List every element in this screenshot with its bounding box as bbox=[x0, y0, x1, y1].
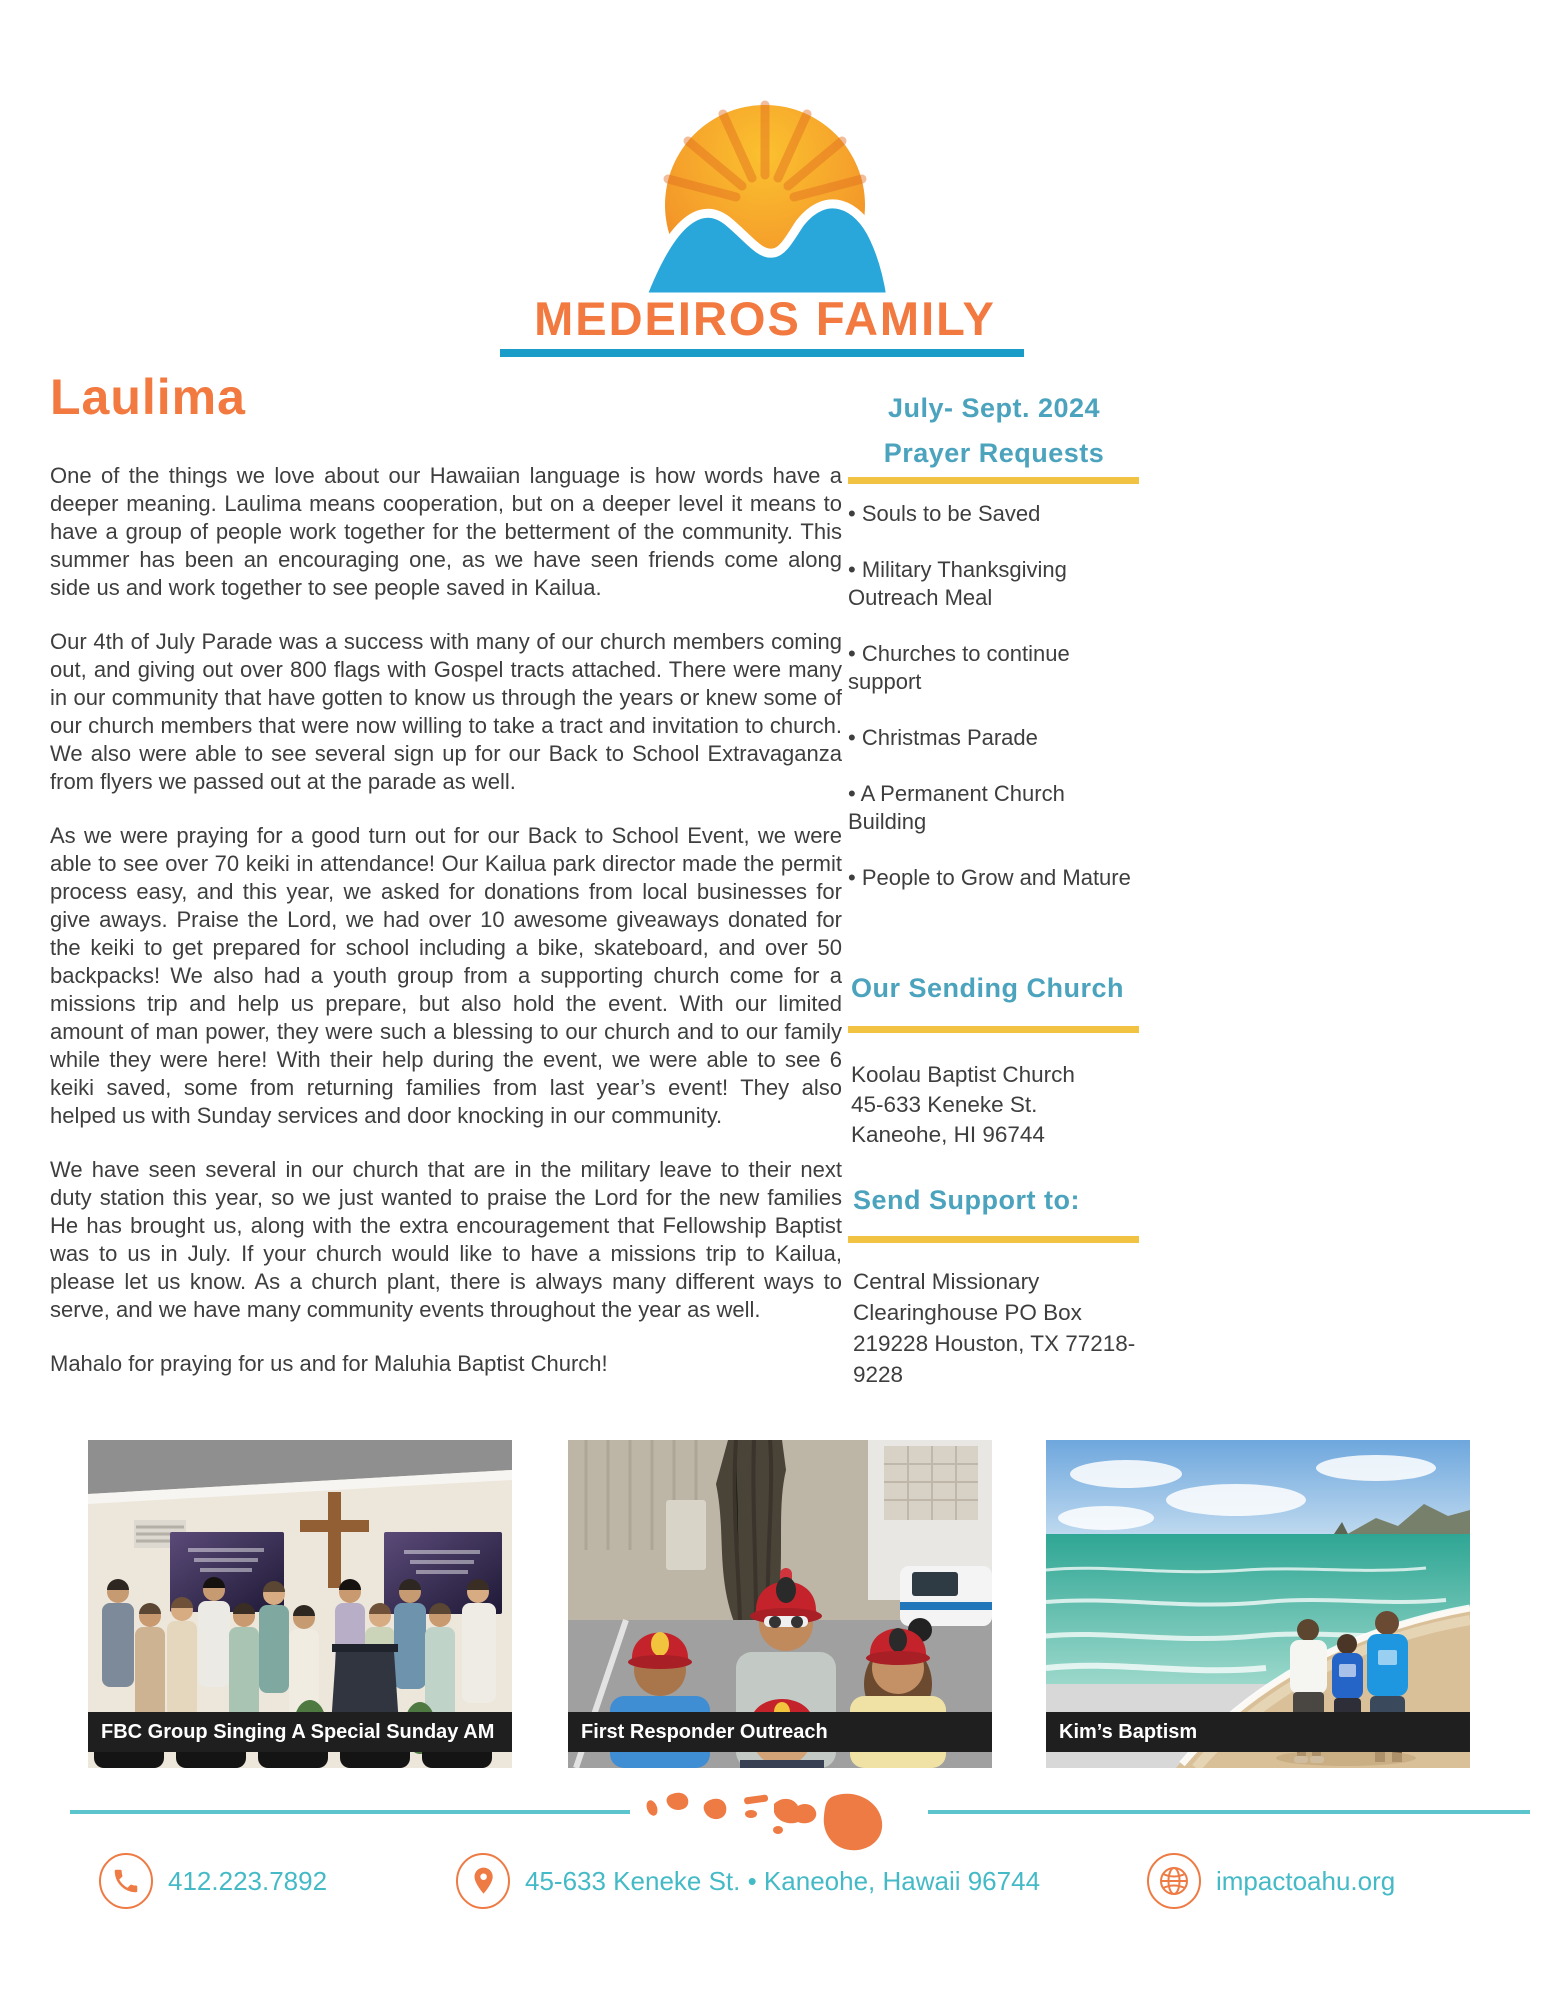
prayer-request-list bbox=[848, 500, 1140, 920]
article-paragraph: As we were praying for a good turn out for our Back to School Event, we were able to see over 70 keiki in attendance! Our Kailua park director made the permit process easy, and this year, we asked for donations from local businesses for give aways. Praise the Lord, we had over 10 awesome giveaways donated for the keiki to get prepared for school including a bike, skateboard, and over 50 backpacks! We also had a youth group from a supporting church come for a missions trip and help us prepare, but also hold the event. With our limited amount of man power, they were such a blessing to our church and to our family while they were here! With their help during the event, we were able to see 6 keiki saved, some from returning families from last year’s event! They also helped us with Sunday services and door knocking in our community. bbox=[50, 823, 842, 1128]
phone-icon bbox=[98, 1852, 154, 1910]
photo-first-responder bbox=[568, 1440, 992, 1768]
sending-church-city: Kaneohe, HI 96744 bbox=[851, 1122, 1045, 1147]
prayer-item: • Military Thanksgiving Outreach Meal bbox=[848, 557, 1067, 610]
location-pin-icon bbox=[455, 1852, 511, 1910]
sending-church-title: Our Sending Church bbox=[851, 973, 1125, 1003]
sending-church-name: Koolau Baptist Church bbox=[851, 1062, 1075, 1087]
article-paragraph: We have seen several in our church that are in the military leave to their next duty station this year, so we just wanted to praise the Lord for the new families He has brought us, along with the extra encouragement that Fellowship Baptist was to us in July. If your church would like to have a missions trip to Kailua, please let us know. As a church plant, there is always many different ways to serve, and we have many community events throughout the year as well. bbox=[50, 1157, 842, 1322]
photo-kims-baptism bbox=[1046, 1440, 1470, 1768]
footer-address bbox=[455, 1852, 1040, 1910]
article-body bbox=[50, 462, 842, 1378]
send-support-underline bbox=[848, 1236, 1139, 1243]
article-closing: Mahalo for praying for us and for Maluhia Baptist Church! bbox=[50, 1351, 608, 1376]
street-address: 45-633 Keneke St. • Kaneohe, Hawaii 96744 bbox=[525, 1865, 1041, 1896]
send-support-title: Send Support to: bbox=[853, 1185, 1080, 1215]
footer-phone bbox=[98, 1852, 327, 1910]
photo-caption: FBC Group Singing A Special Sunday AM bbox=[88, 1712, 512, 1752]
prayer-underline bbox=[848, 477, 1139, 484]
sun-wave-logo-icon bbox=[640, 95, 890, 300]
footer-divider-right bbox=[928, 1810, 1530, 1814]
sending-church-underline bbox=[848, 1026, 1139, 1033]
prayer-title-label: Prayer Requests bbox=[883, 438, 1105, 468]
website-url: impactoahu.org bbox=[1216, 1865, 1396, 1896]
article-paragraph: One of the things we love about our Hawaiian language is how words have a deeper meaning. Laulima means cooperation, but on a deeper level it means to have a group of people work together for the betterment of the community. This summer has been an encouraging one, as we have seen friends come along side us and work together to see people saved in Kailua. bbox=[50, 463, 842, 600]
photo-fbc-group bbox=[88, 1440, 512, 1768]
article-title: Laulima bbox=[50, 369, 246, 425]
prayer-item: • People to Grow and Mature bbox=[848, 865, 1131, 890]
article-paragraph: Our 4th of July Parade was a success with many of our church members coming out, and giving out over 800 flags with Gospel tracts attached. There were many in our community that have gotten to know us through the years or knew some of our church members that were now willing to take a tract and invitation to church. We also were able to see several sign up for our Back to School Extravaganza from flyers we passed out at the parade as well. bbox=[50, 629, 842, 794]
prayer-title-dates: July- Sept. 2024 bbox=[887, 393, 1101, 423]
prayer-item: • Souls to be Saved bbox=[848, 501, 1041, 526]
brand-underline bbox=[500, 349, 1024, 357]
photo-caption: Kim’s Baptism bbox=[1046, 1712, 1470, 1752]
prayer-item: • A Permanent Church Building bbox=[848, 781, 1065, 834]
prayer-requests-title bbox=[848, 386, 1140, 476]
globe-icon bbox=[1146, 1852, 1202, 1910]
footer-divider-left bbox=[70, 1810, 630, 1814]
prayer-item: • Churches to continue support bbox=[848, 641, 1070, 694]
phone-number: 412.223.7892 bbox=[168, 1865, 328, 1896]
prayer-item: • Christmas Parade bbox=[848, 725, 1038, 750]
hawaiian-islands-icon bbox=[628, 1768, 928, 1852]
send-support-address: Central Missionary Clearinghouse PO Box 219228 Houston, TX 77218-9228 bbox=[853, 1269, 1136, 1387]
sending-church-street: 45-633 Keneke St. bbox=[851, 1092, 1038, 1117]
brand-title: MEDEIROS FAMILY bbox=[534, 292, 996, 345]
sending-church-address bbox=[851, 1060, 1139, 1150]
footer-website bbox=[1146, 1852, 1395, 1910]
photo-caption: First Responder Outreach bbox=[568, 1712, 992, 1752]
